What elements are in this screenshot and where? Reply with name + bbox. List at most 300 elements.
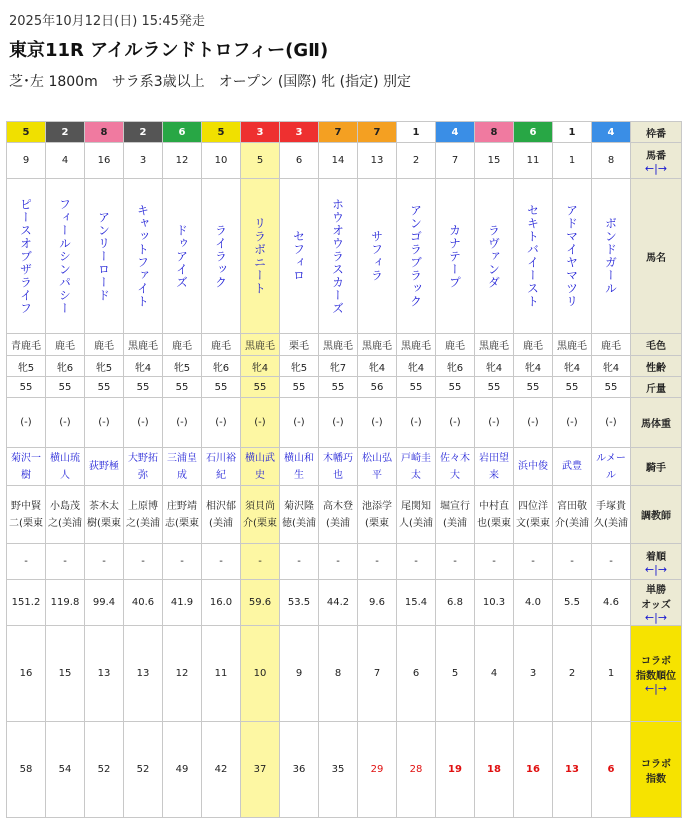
cell-waku: 8 (475, 122, 514, 143)
trainer-name: 相沢郁(美浦 (206, 500, 236, 529)
cell-coat: 黒鹿毛 (553, 334, 592, 356)
cell-sexage: 牝6 (202, 356, 241, 377)
cell-rank: 7 (358, 626, 397, 722)
cell-trainer (592, 486, 631, 544)
cell-finish: - (280, 544, 319, 580)
trainer-name: 手塚貴久(美浦 (594, 500, 628, 529)
cell-odds: 53.5 (280, 580, 319, 626)
row-sexage (7, 356, 682, 377)
cell-bw: (-) (397, 398, 436, 448)
cell-jockey (319, 448, 358, 486)
row-waku (7, 122, 682, 143)
cell-umaban: 14 (319, 143, 358, 179)
label-name (631, 179, 682, 334)
collab-index-value: 19 (448, 764, 462, 775)
race-table (6, 121, 682, 818)
horse-name-link[interactable]: ライラック (213, 223, 228, 289)
horse-name-link[interactable]: キャットファイト (135, 204, 150, 308)
label-text: 斤量 (646, 383, 666, 395)
cell-bw: (-) (163, 398, 202, 448)
cell-finish: - (319, 544, 358, 580)
collab-index-value: 42 (214, 764, 228, 775)
cell-index (475, 722, 514, 818)
cell-rank: 2 (553, 626, 592, 722)
cell-umaban: 10 (202, 143, 241, 179)
label-index (631, 722, 682, 818)
label-text: 馬番 (646, 150, 666, 162)
cell-weight: 55 (46, 377, 85, 398)
race-title: 東京11R アイルランドトロフィー(GⅡ) (9, 40, 329, 61)
trainer-name: 上原博之(美浦 (126, 500, 160, 529)
cell-finish: - (514, 544, 553, 580)
horse-name-link[interactable]: サフィラ (369, 230, 384, 282)
row-jockey (7, 448, 682, 486)
cell-weight: 55 (475, 377, 514, 398)
label-coat (631, 334, 682, 356)
cell-jockey (397, 448, 436, 486)
cell-bw: (-) (7, 398, 46, 448)
cell-rank: 13 (124, 626, 163, 722)
label-umaban (631, 143, 682, 179)
trainer-name: 堀宣行(美浦 (440, 500, 470, 529)
cell-weight: 56 (358, 377, 397, 398)
cell-finish: - (124, 544, 163, 580)
cell-odds: 151.2 (7, 580, 46, 626)
cell-umaban: 11 (514, 143, 553, 179)
cell-trainer (124, 486, 163, 544)
cell-sexage: 牝4 (241, 356, 280, 377)
cell-coat: 鹿毛 (202, 334, 241, 356)
cell-jockey (514, 448, 553, 486)
cell-name (46, 179, 85, 334)
cell-rank: 15 (46, 626, 85, 722)
cell-name (124, 179, 163, 334)
horse-name-link[interactable]: アンゴラブラック (408, 204, 423, 308)
cell-index (85, 722, 124, 818)
cell-waku: 6 (514, 122, 553, 143)
cell-index (7, 722, 46, 818)
cell-sexage: 牝4 (553, 356, 592, 377)
cell-sexage: 牝7 (319, 356, 358, 377)
sort-arrows-icon[interactable]: ←|→ (644, 611, 668, 624)
sort-arrows-icon[interactable]: ←|→ (644, 161, 668, 175)
cell-trainer (475, 486, 514, 544)
row-odds (7, 580, 682, 626)
label-text: 指数順位 (636, 671, 676, 682)
cell-odds: 40.6 (124, 580, 163, 626)
cell-weight: 55 (436, 377, 475, 398)
cell-waku: 5 (7, 122, 46, 143)
cell-bw: (-) (202, 398, 241, 448)
horse-name-link[interactable]: カナテープ (447, 223, 462, 289)
label-text: コラボ (641, 656, 671, 667)
cell-name (397, 179, 436, 334)
row-weight (7, 377, 682, 398)
cell-rank: 12 (163, 626, 202, 722)
cell-trainer (163, 486, 202, 544)
collab-index-value: 37 (253, 764, 267, 775)
cell-waku: 7 (319, 122, 358, 143)
cell-trainer (397, 486, 436, 544)
label-text: 調教師 (641, 511, 671, 522)
race-date: 2025年10月12日(日) 15:45発走 (9, 14, 205, 29)
cell-waku: 1 (553, 122, 592, 143)
label-sexage (631, 356, 682, 377)
cell-rank: 16 (7, 626, 46, 722)
cell-bw: (-) (514, 398, 553, 448)
cell-index (46, 722, 85, 818)
trainer-name: 高木登(美浦 (323, 500, 353, 529)
jockey-link[interactable]: 横山武史 (245, 452, 275, 481)
cell-waku: 1 (397, 122, 436, 143)
cell-odds: 6.8 (436, 580, 475, 626)
collab-index-value: 16 (526, 764, 540, 775)
horse-name-link[interactable]: ピースオブザライフ (18, 197, 33, 315)
cell-index (124, 722, 163, 818)
cell-waku: 8 (85, 122, 124, 143)
cell-weight: 55 (85, 377, 124, 398)
label-text: 単勝 (646, 585, 666, 596)
cell-jockey (553, 448, 592, 486)
cell-jockey (7, 448, 46, 486)
cell-sexage: 牝5 (163, 356, 202, 377)
cell-index (436, 722, 475, 818)
cell-trainer (319, 486, 358, 544)
label-text: オッズ (641, 600, 671, 611)
cell-name (592, 179, 631, 334)
horse-name-link[interactable]: セフィロ (291, 230, 306, 282)
cell-umaban: 3 (124, 143, 163, 179)
trainer-name: 庄野靖志(栗東 (165, 500, 199, 529)
jockey-link[interactable]: 大野拓弥 (128, 452, 158, 481)
cell-coat: 黒鹿毛 (124, 334, 163, 356)
jockey-link[interactable]: 佐々木大 (440, 452, 470, 481)
cell-sexage: 牝4 (475, 356, 514, 377)
trainer-name: 池添学(栗東 (362, 500, 392, 529)
collab-index-value: 36 (292, 764, 306, 775)
cell-umaban: 13 (358, 143, 397, 179)
cell-umaban: 12 (163, 143, 202, 179)
label-bodyweight (631, 398, 682, 448)
cell-rank: 1 (592, 626, 631, 722)
label-finish (631, 544, 682, 580)
jockey-link[interactable]: 三浦皇成 (167, 452, 197, 481)
cell-rank: 3 (514, 626, 553, 722)
row-index (7, 722, 682, 818)
cell-weight: 55 (7, 377, 46, 398)
sort-arrows-icon[interactable]: ←|→ (644, 562, 668, 576)
collab-index-value: 52 (136, 764, 150, 775)
cell-odds: 15.4 (397, 580, 436, 626)
cell-weight: 55 (397, 377, 436, 398)
cell-name (514, 179, 553, 334)
cell-odds: 9.6 (358, 580, 397, 626)
jockey-link[interactable]: 木幡巧也 (323, 452, 353, 481)
cell-bw: (-) (46, 398, 85, 448)
row-umaban (7, 143, 682, 179)
cell-trainer (358, 486, 397, 544)
cell-sexage: 牝5 (7, 356, 46, 377)
cell-index (241, 722, 280, 818)
cell-umaban: 7 (436, 143, 475, 179)
cell-name (358, 179, 397, 334)
cell-odds: 99.4 (85, 580, 124, 626)
collab-index-value: 13 (565, 764, 579, 775)
cell-rank: 9 (280, 626, 319, 722)
row-rank (7, 626, 682, 722)
label-text: 枠番 (646, 128, 666, 140)
cell-finish: - (436, 544, 475, 580)
cell-bw: (-) (241, 398, 280, 448)
cell-coat: 黒鹿毛 (319, 334, 358, 356)
cell-waku: 4 (592, 122, 631, 143)
cell-finish: - (553, 544, 592, 580)
cell-odds: 16.0 (202, 580, 241, 626)
cell-umaban: 6 (280, 143, 319, 179)
cell-weight: 55 (202, 377, 241, 398)
cell-sexage: 牝4 (592, 356, 631, 377)
horse-name-link[interactable]: アンリーロード (96, 210, 111, 302)
cell-waku: 2 (46, 122, 85, 143)
race-conditions: 芝･左 1800m サラ系3歳以上 オープン (国際) 牝 (指定) 別定 (9, 74, 412, 90)
trainer-name: 小島茂之(美浦 (48, 500, 82, 529)
row-name (7, 179, 682, 334)
cell-umaban: 16 (85, 143, 124, 179)
cell-name (241, 179, 280, 334)
jockey-link[interactable]: ルメール (596, 452, 626, 481)
collab-index-value: 49 (175, 764, 189, 775)
cell-coat: 鹿毛 (514, 334, 553, 356)
cell-bw: (-) (475, 398, 514, 448)
cell-coat: 鹿毛 (436, 334, 475, 356)
cell-waku: 4 (436, 122, 475, 143)
horse-name-link[interactable]: リラボニート (252, 217, 267, 295)
cell-coat: 黒鹿毛 (397, 334, 436, 356)
cell-sexage: 牝5 (85, 356, 124, 377)
cell-jockey (358, 448, 397, 486)
horse-name-link[interactable]: ホウオウラスカーズ (330, 197, 345, 315)
cell-bw: (-) (124, 398, 163, 448)
row-bw (7, 398, 682, 448)
cell-odds: 4.6 (592, 580, 631, 626)
cell-coat: 黒鹿毛 (358, 334, 397, 356)
cell-name (475, 179, 514, 334)
cell-finish: - (397, 544, 436, 580)
cell-waku: 3 (241, 122, 280, 143)
collab-index-value: 35 (331, 764, 345, 775)
cell-sexage: 牝5 (280, 356, 319, 377)
cell-rank: 8 (319, 626, 358, 722)
trainer-name: 茶木太樹(栗東 (87, 500, 121, 529)
label-text: 馬名 (646, 252, 666, 264)
cell-finish: - (46, 544, 85, 580)
jockey-link[interactable]: 菊沢一樹 (11, 452, 41, 481)
collab-index-value: 58 (19, 764, 33, 775)
horse-name-link[interactable]: ドゥアイズ (174, 223, 189, 289)
cell-rank: 4 (475, 626, 514, 722)
cell-umaban: 4 (46, 143, 85, 179)
trainer-name: 野中賢二(栗東 (9, 500, 43, 529)
cell-odds: 59.6 (241, 580, 280, 626)
cell-sexage: 牝4 (397, 356, 436, 377)
cell-finish: - (85, 544, 124, 580)
cell-odds: 119.8 (46, 580, 85, 626)
cell-trainer (241, 486, 280, 544)
horse-name-link[interactable]: ボンドガール (603, 217, 618, 295)
label-text: 毛色 (646, 341, 666, 352)
cell-umaban: 5 (241, 143, 280, 179)
horse-name-link[interactable]: アドマイヤマツリ (564, 204, 579, 308)
cell-trainer (436, 486, 475, 544)
collab-index-value: 28 (409, 764, 423, 775)
trainer-name: 宮田敬介(美浦 (555, 500, 589, 529)
cell-jockey (592, 448, 631, 486)
sort-arrows-icon[interactable]: ←|→ (644, 682, 668, 695)
cell-finish: - (475, 544, 514, 580)
cell-jockey (85, 448, 124, 486)
trainer-name: 菊沢隆徳(美浦 (282, 500, 316, 529)
cell-waku: 7 (358, 122, 397, 143)
label-jockey (631, 448, 682, 486)
label-weight (631, 377, 682, 398)
cell-rank: 13 (85, 626, 124, 722)
label-trainer (631, 486, 682, 544)
label-text: コラボ (641, 758, 671, 770)
cell-finish: - (7, 544, 46, 580)
cell-bw: (-) (280, 398, 319, 448)
jockey-link[interactable]: 武豊 (562, 461, 582, 472)
cell-trainer (7, 486, 46, 544)
cell-index (358, 722, 397, 818)
cell-name (7, 179, 46, 334)
cell-weight: 55 (319, 377, 358, 398)
cell-coat: 黒鹿毛 (475, 334, 514, 356)
jockey-link[interactable]: 岩田望来 (479, 452, 509, 481)
cell-finish: - (592, 544, 631, 580)
row-coat (7, 334, 682, 356)
collab-index-value: 18 (487, 764, 501, 775)
cell-umaban: 1 (553, 143, 592, 179)
cell-trainer (553, 486, 592, 544)
cell-waku: 6 (163, 122, 202, 143)
cell-trainer (85, 486, 124, 544)
trainer-name: 尾関知人(美浦 (399, 500, 433, 529)
cell-odds: 44.2 (319, 580, 358, 626)
cell-jockey (241, 448, 280, 486)
cell-index (553, 722, 592, 818)
cell-index (280, 722, 319, 818)
cell-jockey (124, 448, 163, 486)
cell-finish: - (163, 544, 202, 580)
cell-finish: - (241, 544, 280, 580)
cell-weight: 55 (163, 377, 202, 398)
horse-name-link[interactable]: フィールシンパシー (57, 197, 72, 315)
cell-waku: 5 (202, 122, 241, 143)
cell-umaban: 9 (7, 143, 46, 179)
label-text: 騎手 (646, 463, 666, 474)
cell-index (202, 722, 241, 818)
trainer-name: 須貝尚介(栗東 (243, 500, 277, 529)
jockey-link[interactable]: 戸崎圭太 (401, 452, 431, 481)
cell-bw: (-) (553, 398, 592, 448)
collab-index-value: 54 (58, 764, 72, 775)
cell-bw: (-) (358, 398, 397, 448)
cell-umaban: 15 (475, 143, 514, 179)
cell-name (553, 179, 592, 334)
cell-waku: 2 (124, 122, 163, 143)
jockey-link[interactable]: 荻野極 (89, 461, 119, 472)
cell-coat: 青鹿毛 (7, 334, 46, 356)
cell-weight: 55 (514, 377, 553, 398)
label-text: 馬体重 (641, 419, 671, 430)
cell-weight: 55 (280, 377, 319, 398)
collab-index-value: 29 (370, 764, 384, 775)
cell-waku: 3 (280, 122, 319, 143)
cell-sexage: 牝6 (46, 356, 85, 377)
cell-index (319, 722, 358, 818)
cell-weight: 55 (592, 377, 631, 398)
cell-rank: 10 (241, 626, 280, 722)
cell-name (163, 179, 202, 334)
cell-odds: 5.5 (553, 580, 592, 626)
cell-coat: 鹿毛 (592, 334, 631, 356)
cell-trainer (514, 486, 553, 544)
cell-jockey (202, 448, 241, 486)
cell-coat: 栗毛 (280, 334, 319, 356)
cell-sexage: 牝6 (436, 356, 475, 377)
cell-coat: 鹿毛 (85, 334, 124, 356)
collab-index-value: 52 (97, 764, 111, 775)
jockey-link[interactable]: 石川裕紀 (206, 452, 236, 481)
cell-sexage: 牝4 (124, 356, 163, 377)
cell-jockey (163, 448, 202, 486)
horse-name-link[interactable]: セキトバイースト (525, 204, 540, 308)
cell-rank: 6 (397, 626, 436, 722)
cell-rank: 11 (202, 626, 241, 722)
label-waku (631, 122, 682, 143)
cell-jockey (280, 448, 319, 486)
cell-name (319, 179, 358, 334)
jockey-link[interactable]: 浜中俊 (518, 461, 548, 472)
cell-bw: (-) (319, 398, 358, 448)
cell-jockey (46, 448, 85, 486)
cell-bw: (-) (592, 398, 631, 448)
jockey-link[interactable]: 横山和生 (284, 452, 314, 481)
cell-bw: (-) (85, 398, 124, 448)
row-finish (7, 544, 682, 580)
horse-name-link[interactable]: ラヴァンダ (486, 223, 501, 289)
cell-odds: 41.9 (163, 580, 202, 626)
cell-weight: 55 (124, 377, 163, 398)
cell-name (202, 179, 241, 334)
jockey-link[interactable]: 松山弘平 (362, 452, 392, 481)
cell-index (514, 722, 553, 818)
cell-index (592, 722, 631, 818)
cell-umaban: 2 (397, 143, 436, 179)
label-text: 指数 (646, 773, 666, 785)
row-trainer (7, 486, 682, 544)
jockey-link[interactable]: 横山琉人 (50, 452, 80, 481)
trainer-name: 中村直也(栗東 (477, 500, 511, 529)
cell-odds: 10.3 (475, 580, 514, 626)
cell-trainer (202, 486, 241, 544)
cell-name (280, 179, 319, 334)
cell-weight: 55 (553, 377, 592, 398)
cell-coat: 鹿毛 (46, 334, 85, 356)
cell-coat: 鹿毛 (163, 334, 202, 356)
cell-odds: 4.0 (514, 580, 553, 626)
cell-sexage: 牝4 (358, 356, 397, 377)
